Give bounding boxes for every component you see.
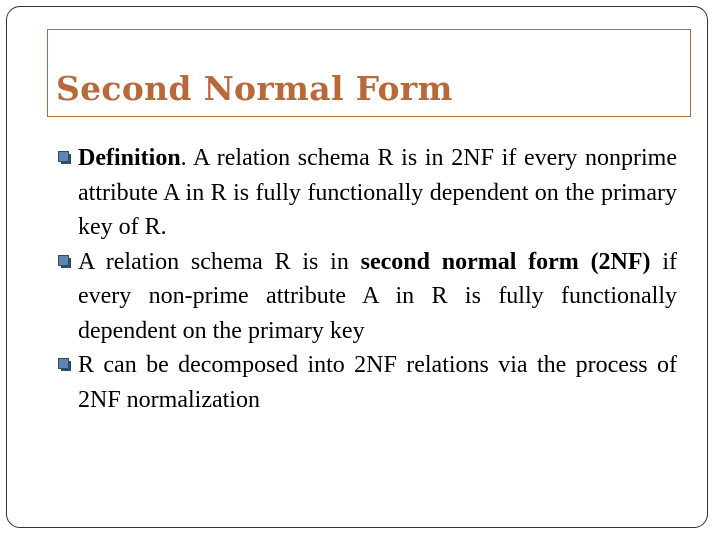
square-bullet-icon bbox=[58, 255, 71, 268]
bullet-item-decompose bbox=[57, 348, 677, 417]
bullet-text-bold: Definition bbox=[78, 145, 181, 171]
bullet-text-bold: second normal form (2NF) bbox=[360, 248, 651, 275]
bullet-text: A relation schema R is in bbox=[78, 248, 361, 275]
square-bullet-icon bbox=[58, 358, 71, 371]
square-bullet-icon bbox=[58, 151, 71, 164]
bullet-text: R can be decomposed into 2NF relations via the process of 2NF normalization bbox=[78, 352, 677, 413]
slide-frame bbox=[6, 6, 708, 528]
slide-title: Second Normal Form bbox=[56, 69, 453, 108]
bullet-item-definition bbox=[57, 141, 677, 245]
bullet-text: if every non-prime attribute A in R is fully functionally dependent on the primary key bbox=[78, 248, 677, 344]
bullet-item-2nf bbox=[57, 245, 677, 349]
title-box bbox=[47, 29, 691, 117]
bullet-list bbox=[57, 141, 677, 417]
bullet-text: . A relation schema R is in 2NF if every nonprime attribute A in R is fully functionally dependent on the primary key of R. bbox=[78, 145, 677, 240]
